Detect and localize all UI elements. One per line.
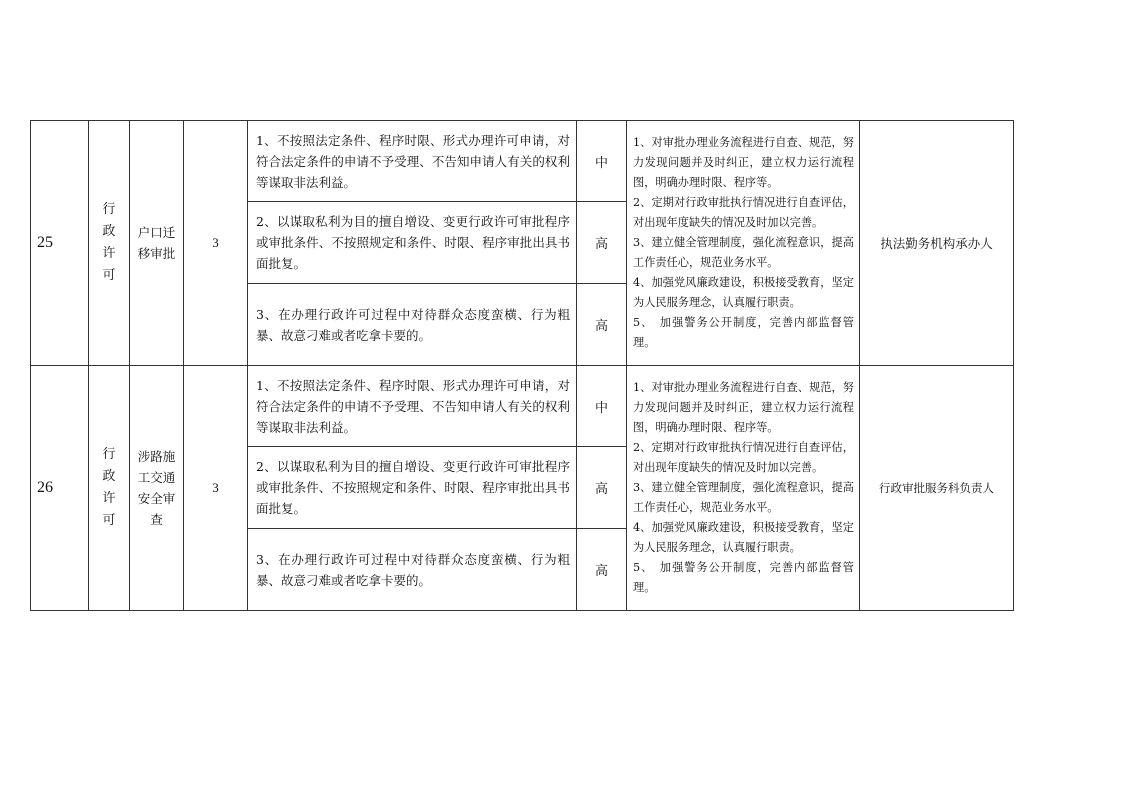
prevention-measures: 1、对审批办理业务流程进行自查、规范，努力发现问题并及时纠正，建立权力运行流程图，明确办理时限、程序等。 2、定期对行政审批执行情况进行自查评估，对出现年度缺失的情况及时加以完善。 3、建立健全管理制度，强化流程意识，提高工作责任心，规范业务水平。 4、加强党风廉政建设，积极接受教育，坚定为人民服务理念，认真履行职责。 5、 加强警务公开制度，完善内部监督管理。 (627, 366, 860, 611)
row-number: 26 (31, 366, 89, 611)
risk-point: 1、不按照法定条件、程序时限、形式办理许可申请，对符合法定条件的申请不予受理、不告知申请人有关的权利等谋取非法利益。 (248, 366, 577, 447)
risk-point: 3、在办理行政许可过程中对待群众态度蛮横、行为粗暴、故意刁难或者吃拿卡要的。 (248, 529, 577, 611)
row-number: 25 (31, 121, 89, 366)
risk-level: 高 (577, 529, 627, 611)
item-name-cell: 户口迁 移审批 (130, 121, 184, 366)
responsible-person: 执法勤务机构承办人 (860, 121, 1014, 366)
table-row (31, 121, 1014, 202)
risk-control-table (30, 120, 1014, 611)
risk-count: 3 (184, 366, 248, 611)
risk-level: 高 (577, 284, 627, 366)
item-name-cell: 涉路施 工交通 安全审 查 (130, 366, 184, 611)
category-cell: 行 政 许 可 (89, 121, 130, 366)
risk-point: 2、以谋取私利为目的擅自增设、变更行政许可审批程序或审批条件、不按照规定和条件、时限、程序审批出具书面批复。 (248, 202, 577, 284)
risk-point: 2、以谋取私利为目的擅自增设、变更行政许可审批程序或审批条件、不按照规定和条件、时限、程序审批出具书面批复。 (248, 447, 577, 529)
risk-level: 高 (577, 202, 627, 284)
risk-count: 3 (184, 121, 248, 366)
prevention-measures: 1、对审批办理业务流程进行自查、规范，努力发现问题并及时纠正，建立权力运行流程图，明确办理时限、程序等。 2、定期对行政审批执行情况进行自查评估，对出现年度缺失的情况及时加以完善。 3、建立健全管理制度，强化流程意识，提高工作责任心，规范业务水平。 4、加强党风廉政建设，积极接受教育，坚定为人民服务理念，认真履行职责。 5、 加强警务公开制度，完善内部监督管理。 (627, 121, 860, 366)
responsible-person: 行政审批服务科负责人 (860, 366, 1014, 611)
risk-level: 中 (577, 366, 627, 447)
table-row (31, 366, 1014, 447)
risk-point: 3、在办理行政许可过程中对待群众态度蛮横、行为粗暴、故意刁难或者吃拿卡要的。 (248, 284, 577, 366)
risk-point: 1、不按照法定条件、程序时限、形式办理许可申请，对符合法定条件的申请不予受理、不告知申请人有关的权利等谋取非法利益。 (248, 121, 577, 202)
risk-level: 中 (577, 121, 627, 202)
category-cell: 行 政 许 可 (89, 366, 130, 611)
risk-level: 高 (577, 447, 627, 529)
